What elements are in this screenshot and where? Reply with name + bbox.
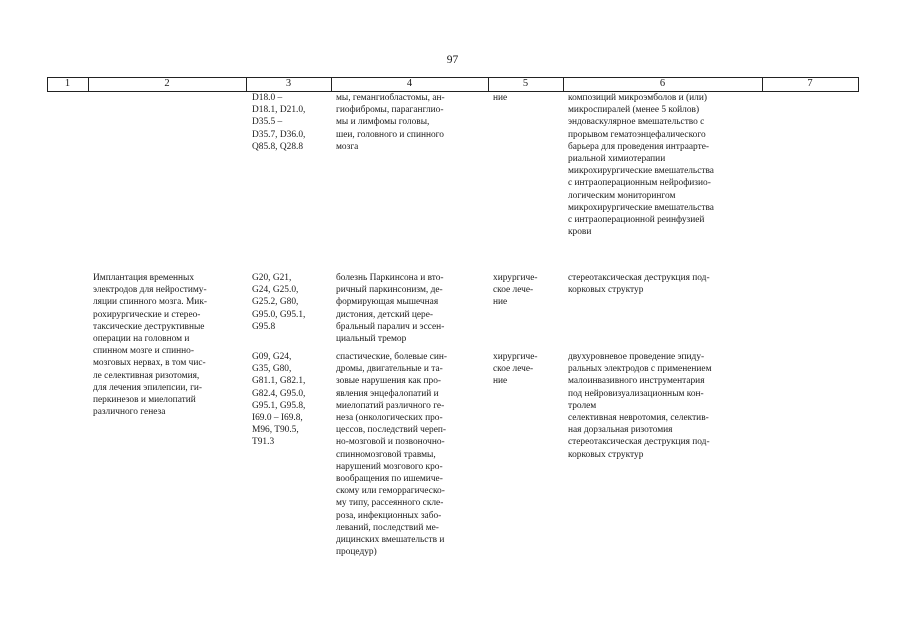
header-col-7: 7 — [807, 78, 813, 89]
header-col-5: 5 — [522, 78, 529, 89]
page-number: 97 — [446, 54, 459, 66]
header-col-4: 4 — [406, 78, 413, 89]
row-b-treatment-type: хирургиче- ское лече- ние — [493, 352, 538, 387]
block2-intervention-name: Имплантация временных электродов для нейростиму- ляции спинного мозга. Мик- рохирургические и стерео- таксические деструктивные операции на головном и спинном мозге и спинно- мозговых нервах, в том чис- ле селективная ризотомия, для лечения эпилепсии, ги- перкинезов и миелопатий различного генеза — [93, 273, 207, 418]
header-col-6: 6 — [659, 78, 666, 89]
row-a-codes: G20, G21, G24, G25.0, G25.2, G80, G95.0, G95.1, G95.8 — [252, 273, 306, 332]
header-col-3: 3 — [285, 78, 292, 89]
header-col-1: 1 — [64, 78, 71, 89]
block1-treatment-type: ние — [493, 93, 508, 103]
block1-diagnosis: мы, гемангиобластомы, ан- гиофибромы, параганглио- мы и лимфомы головы, шеи, головного и спинного мозга — [336, 93, 445, 152]
row-b-diagnosis: спастические, болевые син- дромы, двигательные и та- зовые нарушения как про- явления энцефалопатий и миелопатий различного ге- неза (онкологических про- цессов, последствий череп- но-мозговой и позвоночно- спинномозговой травмы, нарушений мозгового кро- вообращения по ишемиче- скому или геморрагическо- му типу, рассеянного скле- роза, инфекционных забо- леваний, последствий ме- дицинских вмешательств и процедур) — [336, 352, 448, 558]
row-b-methods: двухуровневое проведение эпиду- ральных электродов с применением малоинвазивного инструментария под нейровизуализационным кон- тролем селективная невротомия, селектив- ная дорзальная ризотомия стереотаксическая деструкция под- корковых структур — [568, 352, 712, 460]
row-a-treatment-type: хирургиче- ское лече- ние — [493, 273, 538, 308]
row-a-diagnosis: болезнь Паркинсона и вто- ричный паркинсонизм, де- формирующая мышечная дистония, детский цере- бральный паралич и эссен- циальный тремор — [336, 273, 445, 345]
header-divider — [858, 77, 859, 91]
header-col-2: 2 — [164, 78, 170, 89]
block1-codes: D18.0 – D18.1, D21.0, D35.5 – D35.7, D36.0, Q85.8, Q28.8 — [252, 93, 306, 152]
row-b-codes: G09, G24, G35, G80, G81.1, G82.1, G82.4, G95.0, G95.1, G95.8, I69.0 – I69.8, M96, T90.5, T91.3 — [252, 352, 306, 448]
row-a-methods: стереотаксическая деструкция под- корковых структур — [568, 273, 710, 296]
block1-methods: композиций микроэмболов и (или) микроспиралей (менее 5 койлов) эндоваскулярное вмешательство с прорывом гематоэнцефалического барьера для проведения интраарте- риальной химиотерапии микрохирургические вмешательства с интраоперационным нейрофизио- логическим мониторингом микрохирургические вмешательства с интраоперационной реинфузией крови — [568, 93, 714, 238]
